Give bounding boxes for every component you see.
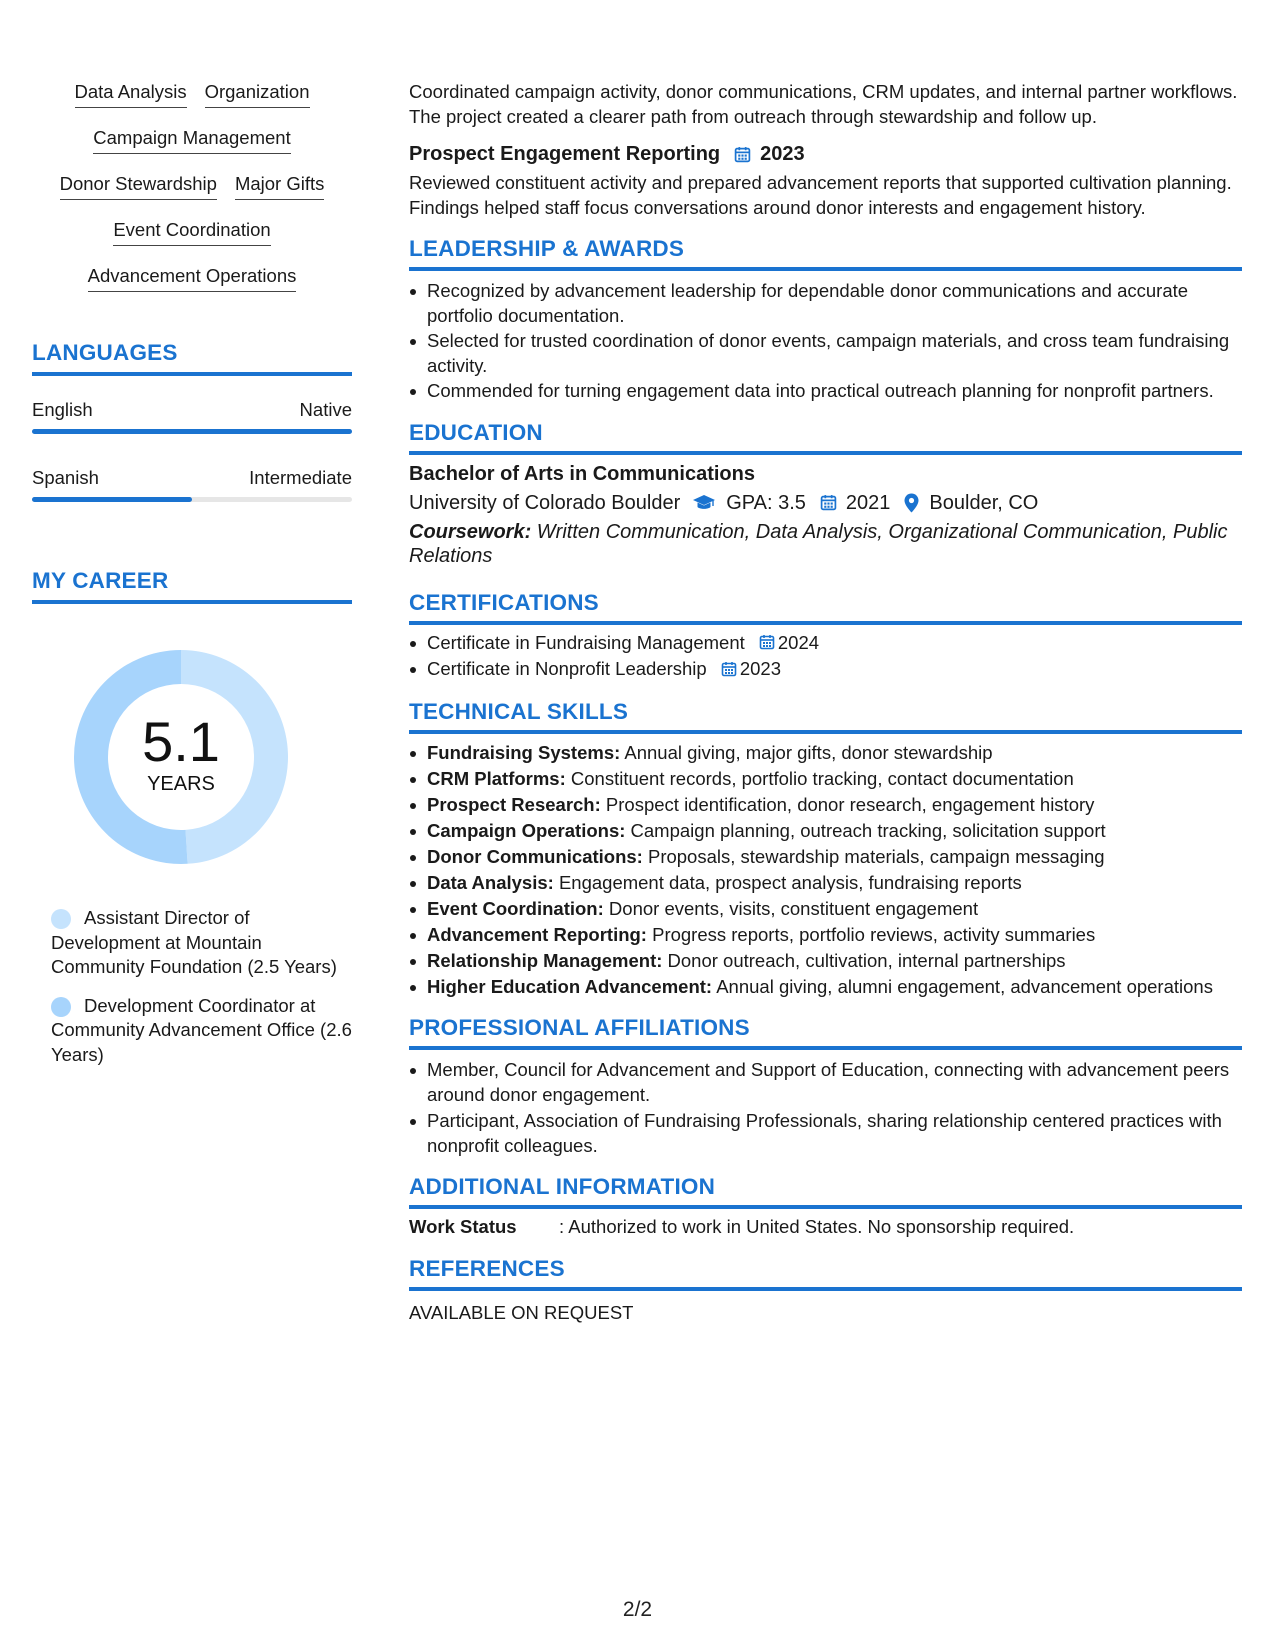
leadership-section [409,236,1242,404]
language-bar [32,429,352,434]
language-item [32,466,352,502]
affiliations-section [409,1015,1242,1158]
list-item [409,657,1242,682]
legend-dot [51,909,71,929]
skills-tags [32,80,352,292]
list-item: Commended for turning engagement data into practical outreach planning for nonprofit partners. [409,379,1242,404]
technical-skill-item [409,975,1242,1000]
technical-skill-item [409,897,1242,922]
technical-skill-text: Proposals, stewardship materials, campaign messaging [642,845,1105,867]
language-bar-fill [32,429,352,434]
technical-skill-item [409,845,1242,870]
project-intro: Coordinated campaign activity, donor communications, CRM updates, and internal partner workflows. The project created a clearer path from outreach through stewardship and follow up. [409,81,1238,127]
technical-skills-heading: TECHNICAL SKILLS [409,698,629,724]
skill-tag: Major Gifts [235,172,324,200]
language-bar [32,497,352,502]
technical-skill-text: Donor events, visits, constituent engagement [603,897,979,919]
technical-skill-item [409,741,1242,766]
technical-skills-rule [409,730,1242,734]
page-number: 2/2 [622,1598,653,1621]
technical-skill-label: Data Analysis: [427,871,554,893]
language-name: English [32,399,93,420]
project-description: Reviewed constituent activity and prepared advancement reports that supported cultivation planning. Findings helped staff focus conversations around donor interests and engagement history. [409,172,1232,218]
technical-skill-item [409,949,1242,974]
coursework-label: Coursework: [409,520,532,543]
work-status-value: : Authorized to work in United States. No sponsorship required. [559,1216,1075,1237]
calendar-icon [759,634,775,650]
education-section [409,420,1242,568]
gpa: GPA: 3.5 [726,491,806,514]
technical-skill-item [409,871,1242,896]
skill-tag: Donor Stewardship [60,172,217,200]
location-pin-icon [904,493,919,513]
project-year: 2023 [760,143,805,165]
calendar-icon [820,494,837,511]
technical-skill-text: Prospect identification, donor research, engagement history [600,793,1095,815]
career-total-years: 5.1 [142,710,220,773]
references-text: AVAILABLE ON REQUEST [409,1301,634,1323]
legend-dot [51,997,71,1017]
language-name: Spanish [32,467,99,488]
list-item: Participant, Association of Fundraising Professionals, sharing relationship centered practices with nonprofit colleagues. [409,1109,1242,1158]
calendar-icon [734,146,751,163]
career-role-label: Assistant Director of Development at Mountain Community Foundation (2.5 Years) [51,907,337,977]
list-item: Member, Council for Advancement and Support of Education, connecting with advancement peers around donor engagement. [409,1058,1242,1107]
technical-skill-item [409,767,1242,792]
leadership-rule [409,267,1242,271]
technical-skill-label: Higher Education Advancement: [427,975,713,997]
coursework-list: Written Communication, Data Analysis, Organizational Communication, Public Relations [409,520,1228,567]
technical-skills-section [409,699,1242,1000]
list-item: Recognized by advancement leadership for dependable donor communications and accurate portfolio documentation. [409,279,1242,328]
graduation-cap-icon [692,494,716,512]
technical-skill-label: Event Coordination: [427,897,604,919]
right-column [409,80,1242,1325]
technical-skill-item [409,819,1242,844]
technical-skill-text: Constituent records, portfolio tracking, contact documentation [565,767,1074,789]
affiliations-rule [409,1046,1242,1050]
degree-title: Bachelor of Arts in Communications [409,462,755,485]
education-rule [409,451,1242,455]
additional-info-section [409,1174,1242,1240]
technical-skills-list [409,741,1242,1000]
references-rule [409,1287,1242,1291]
calendar-icon [721,661,737,677]
career-donut [66,642,296,872]
language-level: Native [299,399,352,420]
affiliations-heading: PROFESSIONAL AFFILIATIONS [409,1015,750,1040]
certifications-section [409,590,1242,682]
education-heading: EDUCATION [409,419,543,445]
list-item: Selected for trusted coordination of donor events, campaign materials, and cross team fundraising activity. [409,329,1242,378]
technical-skill-text: Annual giving, major gifts, donor stewardship [620,741,993,763]
languages-section [32,340,352,502]
technical-skill-label: Fundraising Systems: [427,741,621,763]
skill-tag: Organization [205,80,310,108]
left-column [32,80,352,1081]
technical-skill-label: Prospect Research: [427,793,601,815]
technical-skill-text: Progress reports, portfolio reviews, activity summaries [646,923,1096,945]
career-rule [32,600,352,604]
project-title: Prospect Engagement Reporting [409,143,721,165]
language-item [32,398,352,434]
skill-tag: Campaign Management [93,126,290,154]
additional-info-heading: ADDITIONAL INFORMATION [409,1174,716,1199]
career-legend [32,906,352,1067]
education-meta [409,489,1242,517]
technical-skill-item [409,793,1242,818]
graduation-year: 2021 [845,491,891,514]
skill-tag: Data Analysis [75,80,187,108]
certification-year: 2024 [777,631,820,653]
skill-tag: Event Coordination [113,218,270,246]
school-name: University of Colorado Boulder [409,491,681,514]
languages-heading: LANGUAGES [32,340,178,365]
technical-skill-label: Campaign Operations: [427,819,626,841]
work-status-label: Work Status [409,1216,517,1237]
technical-skill-label: CRM Platforms: [427,767,566,789]
school-location: Boulder, CO [929,491,1039,514]
skill-tag: Advancement Operations [88,264,297,292]
list-item [409,631,1242,656]
references-section [409,1256,1242,1326]
coursework [409,520,1242,568]
languages-rule [32,372,352,376]
references-heading: REFERENCES [409,1255,565,1281]
technical-skill-text: Campaign planning, outreach tracking, solicitation support [625,819,1106,841]
work-status-row [409,1215,1242,1240]
certification-name: Certificate in Nonprofit Leadership [427,658,707,679]
technical-skill-text: Annual giving, alumni engagement, advancement operations [712,975,1213,997]
project-title-row [409,141,1242,167]
career-legend-item [32,906,352,980]
language-level: Intermediate [249,467,352,488]
leadership-heading: LEADERSHIP & AWARDS [409,236,685,261]
technical-skill-label: Donor Communications: [427,845,643,867]
technical-skill-item [409,923,1242,948]
certifications-heading: CERTIFICATIONS [409,589,599,615]
career-section [32,568,352,1067]
career-legend-item [32,994,352,1068]
career-role-label: Development Coordinator at Community Advancement Office (2.6 Years) [51,994,352,1065]
language-bar-fill [32,497,192,502]
career-years-unit: YEARS [147,773,215,795]
technical-skill-label: Relationship Management: [427,949,663,971]
career-heading: MY CAREER [32,568,169,593]
additional-info-rule [409,1205,1242,1209]
certification-year: 2023 [739,658,782,679]
technical-skill-text: Engagement data, prospect analysis, fundraising reports [553,871,1022,893]
certification-name: Certificate in Fundraising Management [427,631,745,653]
certifications-rule [409,621,1242,625]
technical-skill-label: Advancement Reporting: [427,923,647,945]
technical-skill-text: Donor outreach, cultivation, internal partnerships [662,949,1066,971]
